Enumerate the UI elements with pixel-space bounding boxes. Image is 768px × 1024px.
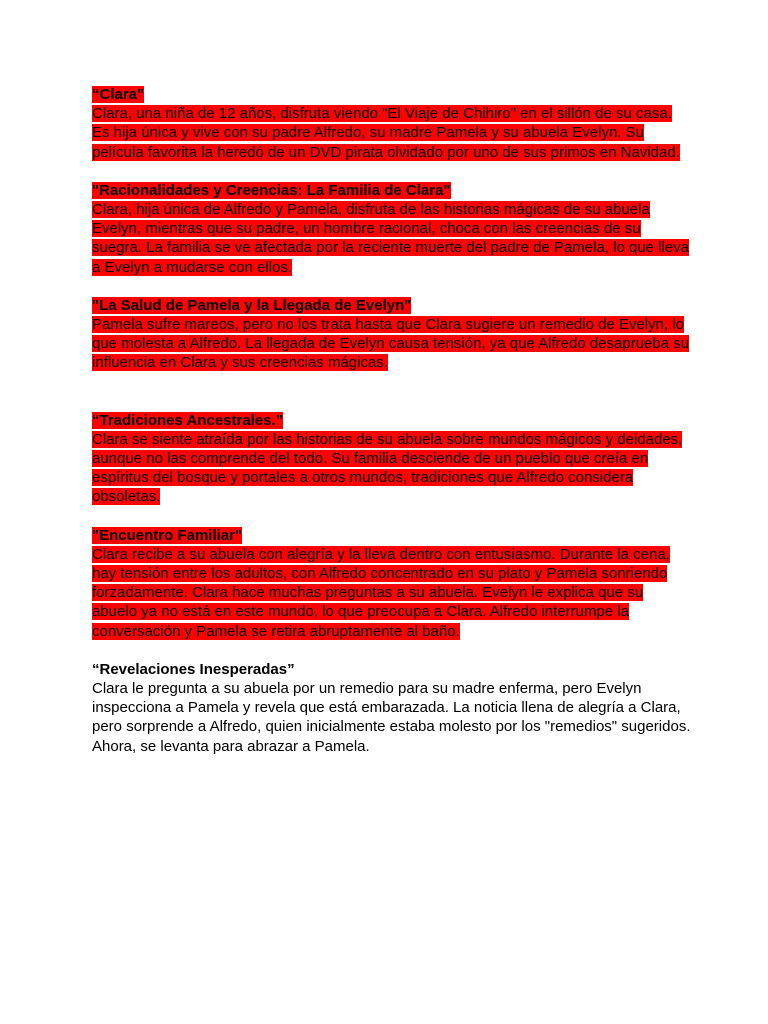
section-body: Clara, hija única de Alfredo y Pamela, disfruta de las historias mágicas de su abuela Evelyn, mientras que su padre, un hombre racional, choca con las creencias de su suegra. La familia se ve afectada por la reciente muerte del padre de Pamela, lo que lleva a Evelyn a mudarse con ellos.	[92, 201, 690, 276]
section-salud-pamela	[92, 296, 692, 373]
section-body: Clara, una niña de 12 años, disfruta viendo "El Viaje de Chihiro" en el sillón de su casa. Es hija única y vive con su padre Alfredo, su madre Pamela y su abuela Evelyn. Su película favorita la heredó de un DVD pirata olvidado por uno de sus primos en Navidad.	[92, 105, 680, 161]
section-revelaciones	[92, 660, 692, 756]
section-title: “Clara"	[92, 86, 145, 103]
section-title: "Encuentro Familiar"	[92, 526, 243, 544]
section-body: Clara recibe a su abuela con alegría y la lleva dentro con entusiasmo. Durante la cena, hay tensión entre los adultos, con Alfredo concentrado en su plato y Pamela sonriendo forzadamente. Clara hace muchas preguntas a su abuela. Evelyn le explica que su abuelo ya no está en este mundo, lo que preocupa a Clara. Alfredo interrumpe la conversación y Pamela se retira abruptamente al baño.	[92, 545, 670, 640]
section-title: "La Salud de Pamela y la Llegada de Evelyn"	[92, 296, 412, 314]
section-encuentro	[92, 526, 692, 641]
section-tradiciones	[92, 411, 692, 507]
section-clara	[92, 85, 692, 162]
section-body: Clara se siente atraída por las historias de su abuela sobre mundos mágicos y deidades, aunque no las comprende del todo. Su familia desciende de un pueblo que creía en espíritus del bosque y portales a otros mundos, tradiciones que Alfredo considera obsoletas.	[92, 430, 683, 506]
section-racionalidades	[92, 181, 692, 277]
section-body: Pamela sufre mareos, pero no los trata hasta que Clara sugiere un remedio de Evelyn, lo que molesta a Alfredo. La llegada de Evelyn causa tensión, ya que Alfredo desaprueba su influencia en Clara y sus creencias mágicas.	[92, 316, 690, 372]
section-title: "Racionalidades y Creencias: La Familia de Clara"	[92, 181, 451, 199]
document-page	[92, 85, 692, 756]
section-title: “Tradiciones Ancestrales.”	[92, 411, 284, 429]
section-body: Clara le pregunta a su abuela por un remedio para su madre enferma, pero Evelyn inspecciona a Pamela y revela que está embarazada. La noticia llena de alegría a Clara, pero sorprende a Alfredo, quien inicialmente estaba molesto por los "remedios" sugeridos. Ahora, se levanta para abrazar a Pamela.	[92, 680, 691, 755]
section-title: “Revelaciones Inesperadas”	[92, 660, 295, 678]
